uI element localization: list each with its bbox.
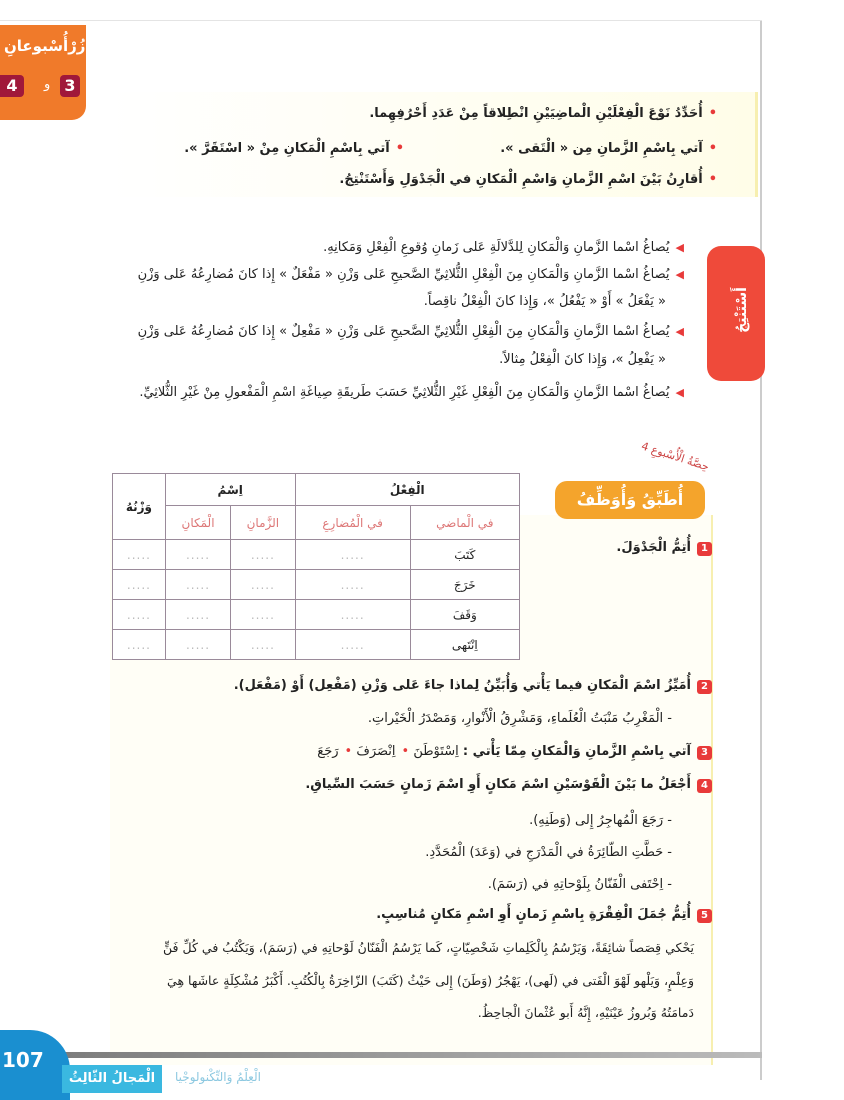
exercise-2-sentence: - الْمَغْرِبُ مَنْبَتُ الْعُلَماءِ، وَمَشْرِقُ الْأَنْوارِ، وَمَصْدَرُ الْخَيْراتِ. [367, 711, 672, 726]
blank-cell[interactable]: ..... [113, 570, 166, 600]
exercise-5-line-1: يَحْكي قِصَصاً شائِقَةً، وَيَرْسُمُ بِالْكَلِماتِ شَخْصِيّاتٍ، كَما يَرْسُمُ الْفَنّانُ لَوْحاتِهِ في (رَسَمَ)، وَيَكْتُبُ في كُلِّ فَنٍّ [163, 940, 694, 955]
blank-cell[interactable]: ..... [231, 600, 295, 630]
header-verb: الْفِعْلُ [295, 474, 519, 506]
page-number: 107 [2, 1048, 44, 1072]
theme-label: الْعِلْمُ وَالتِّكْنولوجْيا [175, 1070, 261, 1084]
objective-1: •أُحَدِّدُ نَوْعَ الْفِعْلَيْنِ الْماضِيَيْنِ انْطِلاقاً مِنْ عَدَدِ أَحْرُفِهِما. [369, 106, 717, 121]
page-edge [760, 20, 762, 1080]
domain-label: الْمَجالُ الثّالِثُ [62, 1065, 162, 1093]
conclude-label: أَسْتَنْتِجُ [733, 287, 750, 333]
week-note: حِصَّةُ الْأُسْبوعِ 4 [639, 439, 711, 474]
exercise-4-item-1: - رَجَعَ الْمُهاجِرُ إِلى (وَطَنِهِ). [529, 813, 672, 828]
exercise-4-item-2: - حَطَّتِ الطّائِرَةُ في الْمَدْرَجِ في (وَعَدَ) الْمُحَدَّدِ. [425, 845, 672, 860]
blank-cell[interactable]: ..... [113, 630, 166, 660]
objective-3: •آتي بِاسْمِ الْمَكانِ مِنْ « اسْتَقَرَّ ». [184, 141, 404, 156]
blank-cell[interactable]: ..... [165, 570, 230, 600]
rule-3-cont: « يَفْعِلُ »، وَإِذا كانَ الْفِعْلُ مِثالاً. [499, 352, 666, 367]
blank-cell[interactable]: ..... [113, 540, 166, 570]
weeks-tag-title: زُرْأُسْبوعانِ [4, 37, 86, 55]
blank-cell[interactable]: ..... [231, 630, 295, 660]
blank-cell[interactable]: ..... [113, 600, 166, 630]
blank-cell[interactable]: ..... [231, 540, 295, 570]
verb-cell: وَقَفَ [410, 600, 519, 630]
blank-cell[interactable]: ..... [295, 540, 410, 570]
blank-cell[interactable]: ..... [295, 600, 410, 630]
objective-2: •آتي بِاسْمِ الزَّمانِ مِن « الْتَقى ». [500, 141, 717, 156]
conclude-tab [707, 246, 765, 381]
table-row [113, 600, 520, 630]
page-top-edge [0, 20, 762, 21]
exercise-1: 1أُتِمُّ الْجَدْوَلَ. [616, 540, 712, 556]
exercise-4-item-3: - اِحْتَفى الْفَنّانُ بِلَوْحاتِهِ في (رَسَمَ). [487, 877, 672, 892]
blank-cell[interactable]: ..... [295, 630, 410, 660]
weeks-tag [0, 25, 86, 120]
exercise-5: 5أُتِمُّ جُمَلَ الْفِقْرَةِ بِاسْمِ زَمانٍ أَوِ اسْمِ مَكانٍ مُناسِبٍ. [376, 907, 712, 923]
exercise-5-line-3: دَمامَتُهُ وَبُروزُ عَيْنَيْهِ، إِنَّهُ أَبو عُثْمانَ الْجاحِظُ. [477, 1005, 694, 1020]
blank-cell[interactable]: ..... [231, 570, 295, 600]
header-place: الْمَكانِ [165, 506, 230, 540]
exercise-5-line-2: وَعِلْمٍ، وَيَلْهو لَهْوَ الْفَتى في (لَهى)، يَهْجُرُ (وَطَنَ) إِلى حَيْثُ (كَتَبَ) الزّاخِرَةُ بِالْكُتُبِ. أَكْبَرُ مُشْكِلَةٍ عاشَها هِيَ [167, 973, 694, 988]
weeks-conj: و [44, 77, 51, 92]
verb-cell: خَرَجَ [410, 570, 519, 600]
header-past: في الْماضي [410, 506, 519, 540]
rule-2: ◀يُصاغُ اسْما الزَّمانِ وَالْمَكانِ مِنَ الْفِعْلِ الثُّلاثِيِّ الصَّحيحِ عَلى وَزْنِ « مَفْعَلٌ » إِذا كانَ مُضارِعُهُ عَلى وَزْنِ [137, 267, 684, 282]
footer-rule [0, 1052, 762, 1058]
table-row [113, 630, 520, 660]
header-present: في الْمُضارِعِ [295, 506, 410, 540]
rule-2-cont: « يَفْعَلُ » أَوْ « يَفْعُلُ »، وَإِذا كانَ الْفِعْلُ ناقِصاً. [423, 294, 666, 309]
week-number-a: 3 [60, 75, 80, 97]
header-noun: اِسْمُ [165, 474, 295, 506]
rule-4: ◀يُصاغُ اسْما الزَّمانِ وَالْمَكانِ مِنَ الْفِعْلِ غَيْرِ الثُّلاثِيِّ حَسَبَ طَريقَةِ صِياغَةِ اسْمِ الْمَفْعولِ مِنْ غَيْرِ الثُّلاثِيِّ. [139, 385, 684, 400]
blank-cell[interactable]: ..... [165, 630, 230, 660]
apply-badge: أُطَبِّقُ وَأُوَظِّفُ [555, 481, 705, 519]
blank-cell[interactable]: ..... [165, 600, 230, 630]
objective-4: •أُقارِنُ بَيْنَ اسْمِ الزَّمانِ وَاسْمِ الْمَكانِ في الْجَدْوَلِ وَأَسْتَنْتِجُ. [339, 172, 717, 187]
header-weight: وَزْنُهُ [113, 474, 166, 540]
table-row [113, 570, 520, 600]
page-number-badge [0, 1030, 70, 1100]
rule-3: ◀يُصاغُ اسْما الزَّمانِ وَالْمَكانِ مِنَ الْفِعْلِ الثُّلاثِيِّ الصَّحيحِ عَلى وَزْنِ « مَفْعِلٌ » إِذا كانَ مُضارِعُهُ عَلى وَزْنِ [137, 324, 684, 339]
week-number-b: 4 [0, 75, 24, 97]
exercise-2: 2أُمَيِّزُ اسْمَ الْمَكانِ فيما يَأْتي وَأُبَيِّنُ لِماذا جاءَ عَلى وَزْنِ (مَفْعِل) أَوْ (مَفْعَل). [234, 678, 712, 694]
verb-cell: كَتَبَ [410, 540, 519, 570]
rule-1: ◀يُصاغُ اسْما الزَّمانِ وَالْمَكانِ لِلدَّلالَةِ عَلى زَمانِ وُقوعِ الْفِعْلِ وَمَكانِهِ. [323, 240, 684, 255]
header-time: الزَّمانِ [231, 506, 295, 540]
table-row [113, 540, 520, 570]
blank-cell[interactable]: ..... [165, 540, 230, 570]
verb-cell: اِنْتَهى [410, 630, 519, 660]
blank-cell[interactable]: ..... [295, 570, 410, 600]
exercise-4: 4أَجْعَلُ ما بَيْنَ الْقَوْسَيْنِ اسْمَ مَكانٍ أَوِ اسْمَ زَمانٍ حَسَبَ السِّياقِ. [305, 777, 712, 793]
exercise-3: 3آتي بِاسْمِ الزَّمانِ وَالْمَكانِ مِمّا يَأْتي : اِسْتَوْطَنَ •اِنْصَرَفَ •رَجَعَ [317, 744, 712, 760]
verb-table [112, 473, 520, 660]
